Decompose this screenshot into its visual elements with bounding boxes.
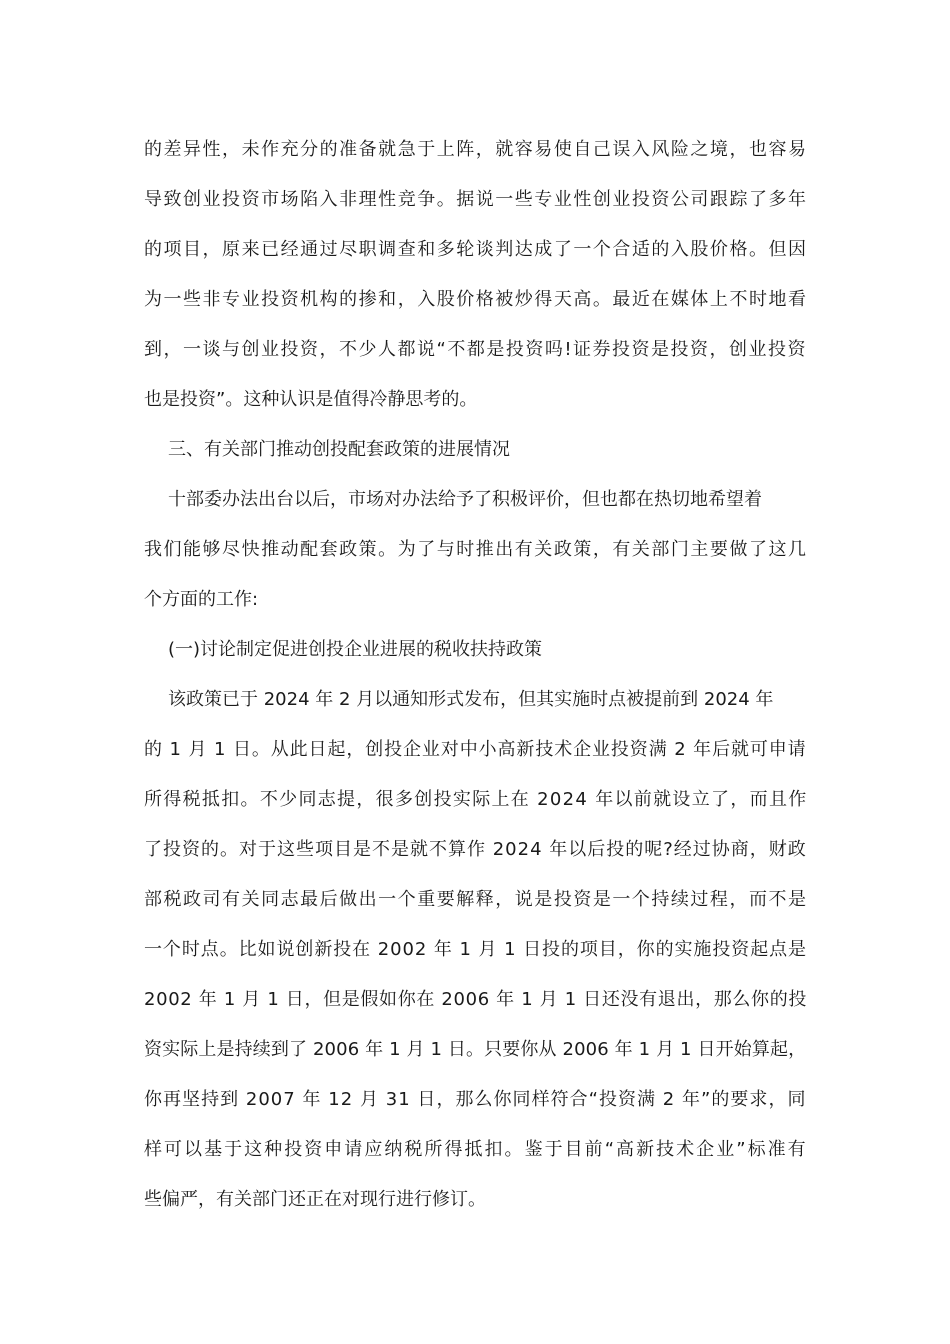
body-text-line: 些偏严，有关部门还正在对现行进行修订。 [144,1189,486,1210]
body-text-line: 我们能够尽快推动配套政策。为了与时推出有关政策，有关部门主要做了这几 [144,539,808,560]
body-text-line: 的差异性，未作充分的准备就急于上阵，就容易使自己误入风险之境，也容易 [144,139,808,160]
body-text-line: 样可以基于这种投资申请应纳税所得抵扣。鉴于目前“高新技术企业”标准有 [144,1139,808,1160]
body-text-line: 导致创业投资市场陷入非理性竞争。据说一些专业性创业投资公司跟踪了多年 [144,189,808,210]
section-heading: 三、有关部门推动创投配套政策的进展情况 [168,439,510,460]
subsection-heading: (一)讨论制定促进创投企业进展的税收扶持政策 [168,639,543,660]
body-text-line: 的 1 月 1 日。从此日起，创投企业对中小高新技术企业投资满 2 年后就可申请 [144,739,807,760]
body-text-line: 为一些非专业投资机构的掺和，入股价格被炒得天高。最近在媒体上不时地看 [144,289,808,310]
body-text-line: 该政策已于 2024 年 2 月以通知形式发布，但其实施时点被提前到 2024 年 [168,689,774,710]
body-text-line: 资实际上是持续到了 2006 年 1 月 1 日。只要你从 2006 年 1 月 1 日开始算起， [144,1039,807,1060]
body-text-line: 也是投资”。这种认识是值得冷静思考的。 [144,389,478,410]
body-text-line: 所得税抵扣。不少同志提，很多创投实际上在 2024 年以前就设立了，而且作 [144,789,808,810]
body-text-line: 你再坚持到 2007 年 12 月 31 日，那么你同样符合“投资满 2 年”的要求，同 [144,1089,807,1110]
body-text-line: 的项目，原来已经通过尽职调查和多轮谈判达成了一个合适的入股价格。但因 [144,239,808,260]
body-text-line: 一个时点。比如说创新投在 2002 年 1 月 1 日投的项目，你的实施投资起点是 [144,939,807,960]
body-text-line: 了投资的。对于这些项目是不是就不算作 2024 年以后投的呢?经过协商，财政 [144,839,807,860]
body-text-line: 2002 年 1 月 1 日，但是假如你在 2006 年 1 月 1 日还没有退出，那么你的投 [144,989,808,1010]
body-text-line: 到，一谈与创业投资，不少人都说“不都是投资吗!证券投资是投资，创业投资 [144,339,808,360]
body-text-line: 十部委办法出台以后，市场对办法给予了积极评价，但也都在热切地希望着 [168,489,762,510]
body-text-line: 个方面的工作: [144,589,259,610]
body-text-line: 部税政司有关同志最后做出一个重要解释，说是投资是一个持续过程，而不是 [144,889,808,910]
